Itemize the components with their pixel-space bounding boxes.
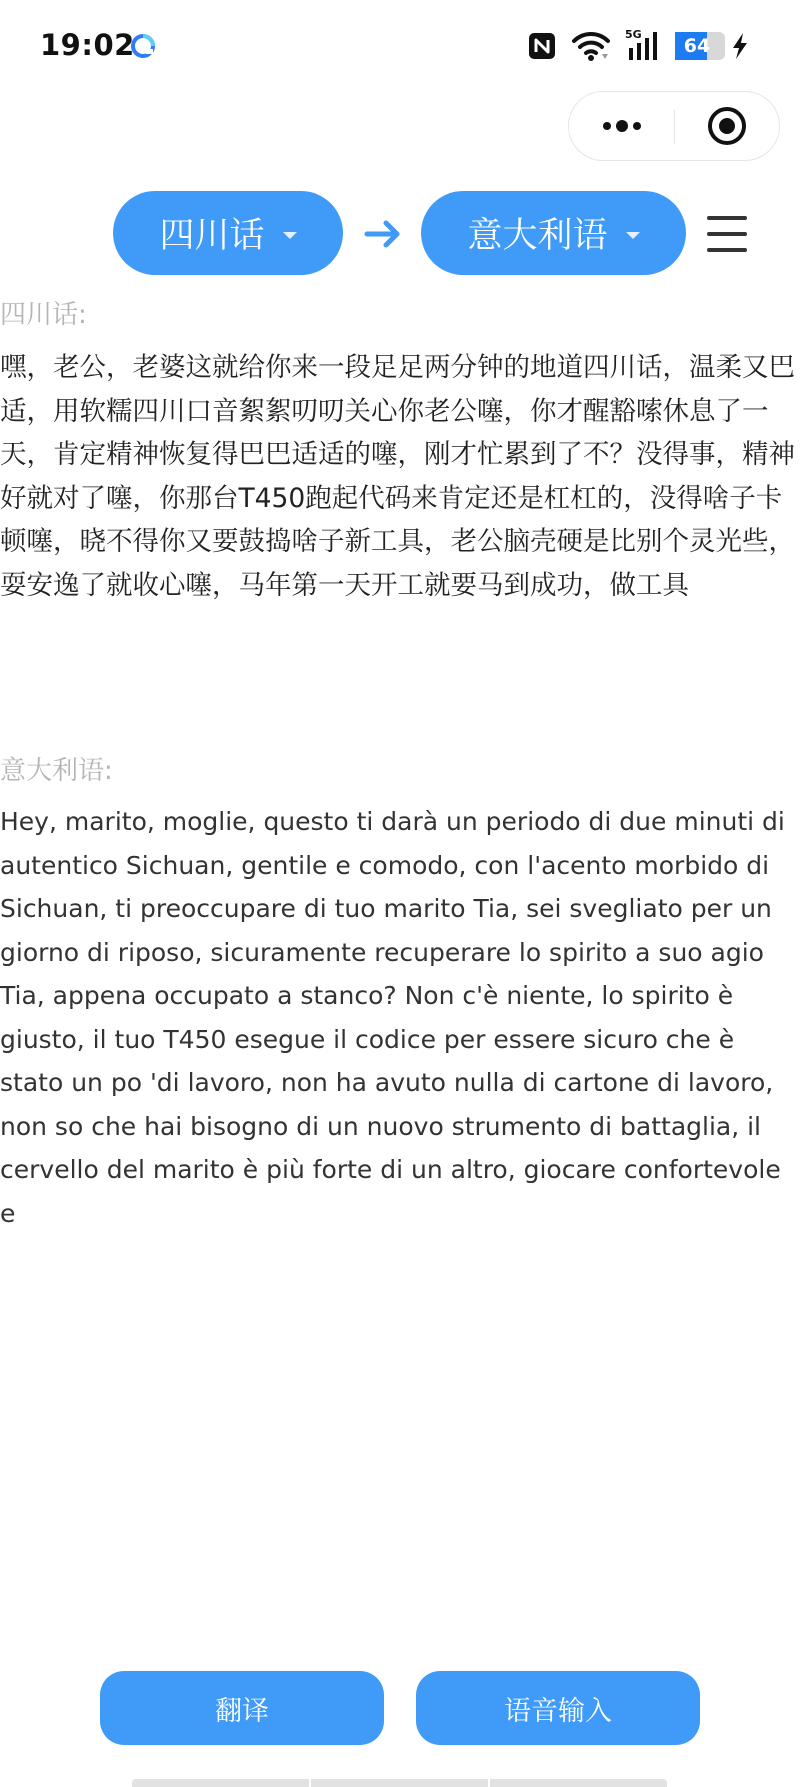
voice-input-button[interactable]: 语音输入	[416, 1671, 700, 1745]
close-miniprogram-button[interactable]	[675, 92, 779, 160]
more-button[interactable]	[569, 92, 674, 160]
capsule-menu	[568, 91, 780, 161]
battery-wrap	[675, 32, 716, 60]
source-section-label: 四川话:	[0, 300, 87, 330]
source-language-selector[interactable]	[113, 191, 343, 275]
status-icons	[527, 28, 750, 64]
more-dots-icon	[600, 119, 644, 133]
battery-level: 64	[683, 35, 711, 57]
target-language-selector[interactable]	[421, 191, 686, 275]
status-time: 19:02	[40, 28, 135, 62]
bottom-tab-segment	[132, 1779, 311, 1787]
target-section-label: 意大利语:	[0, 756, 113, 786]
signal-icon	[625, 30, 661, 62]
translated-text: Hey, marito, moglie, questo ti darà un periodo di due minuti di autentico Sichuan, gentile e comodo, con l'acento morbido di Sichuan, ti preoccupare di tuo marito Tia, sei svegliato per un giorno di riposo, sicuramente recuperare lo spirito a suo agio Tia, appena occupato a stanco? Non c'è niente, lo spirito è giusto, il tuo T450 esegue il codice per essere sicuro che è stato un po 'di lavoro, non ha avuto nulla di cartone di lavoro, non so che hai bisogno di un nuovo strumento di battaglia, il cervello del marito è più forte di un altro, giocare confortevole e	[0, 807, 785, 1228]
chevron-down-icon	[626, 232, 640, 239]
chevron-down-icon	[283, 232, 297, 239]
arrow-right-icon	[363, 214, 403, 254]
translate-button[interactable]: 翻译	[100, 1671, 384, 1745]
source-language-label: 四川话	[159, 216, 265, 256]
nfc-icon	[527, 31, 557, 61]
battery-icon	[675, 32, 725, 60]
signal-indicator	[625, 30, 661, 62]
hamburger-menu-icon[interactable]	[706, 212, 748, 256]
charging-icon	[730, 32, 750, 60]
network-type: 5G	[625, 28, 642, 41]
bottom-tab-segment	[490, 1779, 667, 1787]
bottom-tab-indicator	[132, 1779, 667, 1787]
browser-app-icon	[130, 33, 156, 59]
wifi-icon	[571, 30, 611, 62]
source-text: 嘿，老公，老婆这就给你来一段足足两分钟的地道四川话，温柔又巴适，用软糯四川口音絮絮叨叨关心你老公噻，你才醒豁嗦休息了一天，肯定精神恢复得巴巴适适的噻，刚才忙累到了不？没得事，精神好就对了噻，你那台T450跑起代码来肯定还是杠杠的，没得啥子卡顿噻，晓不得你又要鼓捣啥子新工具，老公脑壳硬是比别个灵光些，耍安逸了就收心噻，马年第一天开工就要马到成功，做工具	[0, 352, 795, 601]
target-language-label: 意大利语	[467, 216, 608, 256]
record-circle-icon	[706, 105, 748, 147]
status-bar	[0, 0, 800, 92]
bottom-tab-segment	[311, 1779, 490, 1787]
